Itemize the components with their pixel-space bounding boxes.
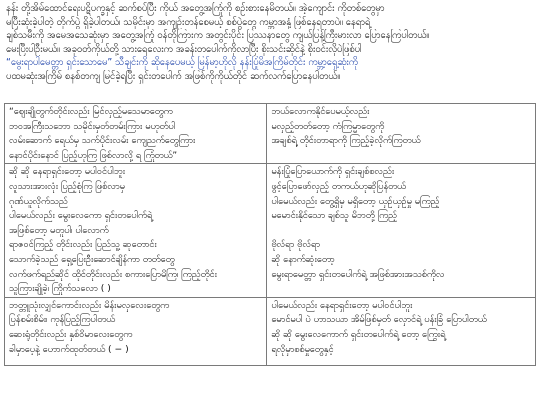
poem-cell-left	[5, 164, 267, 297]
poem-line: ပါမေယ်လည်း တွေ့ရှိမှ မရှိတော့ ယှဉ်ယှဉ်မှု မကြည့်	[271, 195, 440, 207]
poem-line: ဘယ်လောကနိုင်ပေမယ့်လည်း	[271, 106, 370, 117]
poem-line: လက်ဖက်ရည်ဆိုင် ထိုင်တိုင်းလည်း စကားပြောမိကြ၊ ကြည့်တိုင်း	[9, 268, 217, 280]
table-row	[5, 164, 536, 297]
poem-line: ဂုဏ်ယူလိုက်သည်	[9, 195, 68, 207]
poem-line: ရာဇဝင်ကြည့် တိုင်းလည်း ပြည်သူ့ ဆုတောင်း	[9, 239, 157, 251]
poem-cell-left	[5, 104, 267, 164]
poem-cell-right	[267, 104, 536, 164]
intro-line: နန်း တို့အိမ်ထောင်ရေးပဋိပက္ခနှင့် ဆက်စပ်ပြီး ကိုယ် အတွေ့အကြုံကို စဉ်းစားနေမိတယ်။ အဲ့ကျောင်း ကိုတစ်တွေမှာ	[6, 3, 385, 14]
poem-line: ဆို ဆို နေရာရှင်းတော့ မပါဝင်ပါဘူး	[9, 166, 126, 178]
table-row	[5, 297, 536, 365]
poem-line: ဘဝအကြီးသဘော သမိုင်းမှတ်တမ်းကြား မဟုတ်ပါ	[9, 120, 176, 132]
poem-line: အချစ်ရဲ့ တိုင်းတာရာကို ကြည့်ခဲ့လိုက်ကြတယ်	[271, 135, 421, 147]
poem-line: ပြန်စမ်းစိမ်း၊ ကုန်ပြည့်ကြပါတယ်	[9, 314, 116, 326]
poem-line: ဖွင့်ပြောဖော်လှည့် တကယ်ဟုဆိုပြန်တယ်	[271, 180, 406, 192]
poem-table	[4, 103, 536, 366]
table-row	[5, 104, 536, 164]
poem-cell-left	[5, 297, 267, 365]
poem-line	[271, 224, 531, 239]
poem-line: မောင်မပါ ပဲ ဟာသယာ အိမ်ဖြစ်မှတ် လှောင်ရဲ့ ပန်းခြံ ပြောပါတယ်	[271, 314, 487, 326]
poem-line: “ဈေးချိုတွက်တိုင်းလည်း မြင်လှည့်မသေမာတွေက	[9, 106, 173, 117]
poem-cell-right	[267, 164, 536, 297]
intro-line: ချစ်သမီးကို အမေအသေဆုံးမှာ အတွေ့အကြုံ ဝန်တိုကြားက အတွင်းပိုင်း ပြဿနာတွေ ကျယ်ပြန့်ကြီးမားလာ ပြောနေကြပါတယ်။	[6, 30, 430, 42]
poem-line: ခါမှာပေ့နဲ့ ဟောက်ထုတ်တယ် ( − )	[9, 343, 129, 355]
poem-cell-right	[267, 297, 536, 365]
poem-line: အဖြစ်တော့ မတူပါ၊ ပါလောက်	[9, 224, 109, 236]
poem-line: ဗိုလ်ရာ ဗိုလ်ရာ	[271, 239, 321, 251]
intro-paragraph	[6, 2, 535, 84]
poem-line: ဆို နောက်ဆုံးတော့	[271, 253, 335, 265]
poem-line: ဘတ္တူသုံးလျှင်ကောင်းလည်း မိန်းမလှလေးတွေက	[9, 299, 170, 311]
poem-line: လမ်းဆောက် ရေယ်မှ သက်ပိုင်းလမ်း ကျေညက်တွေကြား	[9, 135, 196, 147]
poem-line: မွေးရာမေတ္တာ ရှင်းတပေါက်ရဲ့ အဖြစ်အားအသစ်ကိုလ	[271, 268, 445, 280]
intro-line: “မွေးရာပါမေတ္တာ ရှင်းသောမေ” သီချင်းကို ဆိုနေပေမယ့် မြန်မာ့ဟိုလို နန်းပြုံမိအကြိမ်တိုင်း ကမ္ဘာ့ရှေ့ဆုံးကို	[6, 57, 358, 69]
intro-line: မေးပြီးပါဦးမယ်။ အခုဝတ်ကိုယ်တို့ သားရေလေးက အခန်းတပေါက်ကိုလာပြီး စိုးသင်းဆိုင်နဲ့ စိုးဝင်းလိုပဲဖြစ်ပါ	[6, 43, 362, 55]
poem-line: သောက်ခဲ့သည် ရှေ့ပြေးဦးဆောင်ချိန်ကာ တတ်တွေ	[9, 253, 175, 265]
poem-line: ရလိုမှာစစ်မှုတွေနှင့်	[271, 343, 334, 355]
poem-line: မလှည့်တတ်တော့ ကံကြမ္မာတွေကို	[271, 120, 385, 132]
poem-line: ဆေးရုံတိုင်းလည်း နှစ်ဝိမာလေးတွေက	[9, 328, 133, 340]
poem-line: မမောင်းနိုင်သော ချစ်သူ မိဘတို့ ကြည့်	[271, 210, 398, 222]
poem-line: ပါမေယ်လည်း မွေးလေကော ရှင်းတပေါက်ရဲ့	[9, 210, 153, 222]
poem-line: လူသားအားလုံး ပြည့်စုံကြ ဖြစ်လာမှ	[9, 180, 125, 192]
poem-line: ပါမေယ်လည်း နေရာရှင်းတော့ မပါဝင်ပါဘူး	[271, 299, 413, 311]
poem-line: နောင်ပိုင်းနောင် ပြည့်ဟုကြ ဖြစ်လာလို့ ရ ကြုံတယ်”	[9, 149, 178, 161]
poem-line: မန်းပြုံပြောယောက်ကို ရှင်းချစ်စလည်း	[271, 166, 395, 178]
intro-line: ပထမဆုံးအကြိမ် စနစ်တကျ မြင်ခဲ့ရပြီး ရှင်းတပေါက် အဖြစ်ကိုကိုယ်တိုင် ဆက်လက်ပြောနေပါတယ်။	[6, 70, 341, 82]
intro-line: မပြီးဆုံးခဲ့ပါတဲ့ တိုက်ပွဲ ရှိခဲ့ပါတယ်၊ သမိုင်းမှာ အကျဉ်းတန်စေမယ့် စစ်ပွဲတွေ ကမ္ဘာအနှံ့ ဖြစ်နေရတာပဲ။ နေရာရဲ့	[6, 16, 371, 28]
poem-line: ဆို ဆို မွေးလေကောက် ရှင်းတပေါက်ရဲ့ တော့ ကြွေးရဲ့	[271, 328, 446, 340]
poem-line: သူကြားချိုခဲ့၊ ကြိုက်သလော ( )	[9, 283, 111, 295]
